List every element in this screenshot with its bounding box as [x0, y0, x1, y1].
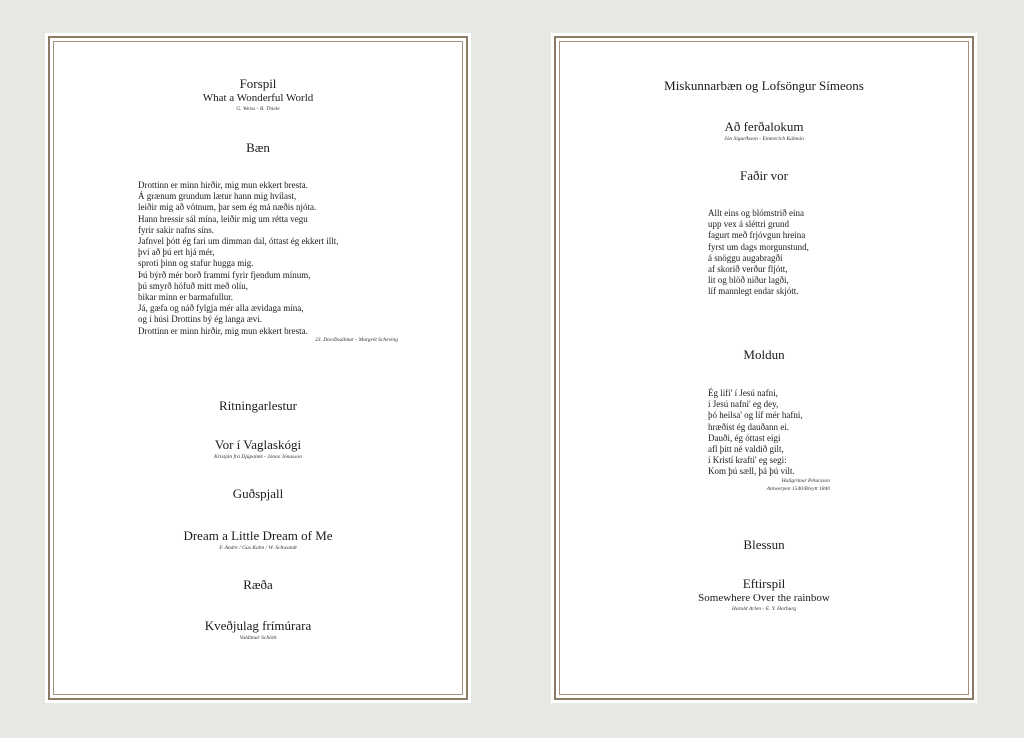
section-ferdalok	[551, 119, 977, 143]
poem-line: líf mannlegt endar skjótt.	[708, 286, 799, 297]
psalm-line: Jafnvel þótt ég fari um dimman dal, óttast ég ekkert illt,	[138, 236, 339, 247]
psalm-line: Drottinn er minn hirðir, mig mun ekkert bresta.	[138, 325, 308, 336]
psalm-line: því að þú ert hjá mér,	[138, 247, 215, 258]
eg-lifi-text	[708, 388, 830, 493]
allt-eins-text	[708, 208, 908, 298]
song-title: Að ferðalokum	[724, 119, 804, 134]
psalm-credit: 23. Davíðssálmur - Margrét Scheving	[314, 336, 398, 343]
psalm-line: Hann hressir sál mína, leiðir mig um rétta vegu	[138, 213, 308, 224]
song-credit: Harold Arlen - E. Y. Harburg	[731, 606, 797, 612]
song-title: Somewhere Over the rainbow	[698, 592, 830, 604]
poem-line: Allt eins og blómstrið eina	[708, 208, 804, 218]
poem-line: fagurt með frjóvgun hreina	[708, 230, 806, 241]
poem-line: á snöggu augabragði	[708, 252, 783, 263]
section-moldun: Moldun	[743, 347, 785, 362]
poem-line: í Jesú nafni' eg dey,	[708, 399, 779, 410]
section-blessun: Blessun	[743, 537, 785, 552]
section-vor	[45, 437, 471, 461]
poem-credit-author: Hallgrímur Pétursson	[781, 477, 830, 484]
poem-line: lit og blöð niður lagði,	[708, 275, 789, 286]
poem-credit-source: Antwerpen 1540/Breytt 1840	[766, 485, 830, 492]
section-kvedjulag	[45, 618, 471, 642]
psalm-line: Já, gæfa og náð fylgja mér alla ævidaga mína,	[138, 303, 304, 314]
poem-line: hræðist ég dauðann ei.	[708, 421, 789, 432]
poem-line: Kom þú sæll, þá þú vilt.	[708, 466, 795, 477]
song-credit: Jón Sigurðsson - Emmerich Kálmán	[724, 136, 804, 142]
psalm-line: fyrir sakir nafns síns.	[138, 224, 214, 235]
section-ritningarlestur: Ritningarlestur	[219, 398, 297, 413]
section-dream	[45, 528, 471, 552]
section-baen: Bæn	[246, 140, 270, 155]
song-title: What a Wonderful World	[202, 92, 314, 104]
poem-line: þó heilsa' og líf mér hafni,	[708, 410, 803, 421]
song-credit: F. Andre / Gus Kahn / W. Schwandt	[219, 545, 297, 551]
poem-line: afl þitt né valdið gilt,	[708, 444, 784, 455]
song-credit: Kristján frá Djúpalæk - Jónas Jónasson	[214, 454, 302, 460]
program-page-left	[45, 33, 471, 703]
section-eftirspil	[551, 576, 977, 613]
section-miskunnarbaen: Miskunnarbæn og Lofsöngur Símeons	[664, 78, 864, 93]
song-title: Kveðjulag frímúrara	[204, 618, 312, 633]
psalm-text	[138, 180, 398, 344]
poem-line: í Kristí krafti' eg segi:	[708, 455, 787, 466]
psalm-line: Þú býrð mér borð frammi fyrir fjendum mínum,	[138, 269, 311, 280]
section-title: Eftirspil	[742, 576, 786, 591]
psalm-line: Á grænum grundum lætur hann mig hvílast,	[138, 191, 297, 202]
psalm-line: og í húsi Drottins bý ég langa ævi.	[138, 314, 262, 325]
section-raeda: Ræða	[243, 577, 273, 592]
psalm-line: bikar minn er barmafullur.	[138, 292, 233, 303]
section-forspil	[45, 76, 471, 113]
poem-line: af skorið verður fljótt,	[708, 264, 788, 275]
section-fadir-vor: Faðir vor	[739, 168, 789, 183]
poem-line: Ég lifi' í Jesú nafni,	[708, 388, 778, 398]
song-title: Vor í Vaglaskógi	[214, 437, 302, 452]
psalm-line: Drottinn er minn hirðir, mig mun ekkert bresta.	[138, 180, 308, 190]
poem-line: Dauði, ég óttast eigi	[708, 432, 781, 443]
song-title: Dream a Little Dream of Me	[183, 528, 333, 543]
program-page-right	[551, 33, 977, 703]
poem-line: upp vex á sléttri grund	[708, 219, 789, 230]
psalm-line: sproti þinn og stafur hugga mig.	[138, 258, 254, 269]
song-credit: G. Weiss - B. Thiele	[236, 106, 280, 112]
psalm-line: leiðir mig að vötnum, þar sem ég má næðis njóta.	[138, 202, 317, 213]
psalm-line: þú smyrð höfuð mitt með olíu,	[138, 280, 248, 291]
section-gudspjall: Guðspjall	[232, 486, 284, 501]
song-credit: Valdimar Schiött	[239, 635, 277, 641]
poem-line: fyrst um dags morgunstund,	[708, 241, 809, 252]
section-title: Forspil	[239, 76, 277, 91]
